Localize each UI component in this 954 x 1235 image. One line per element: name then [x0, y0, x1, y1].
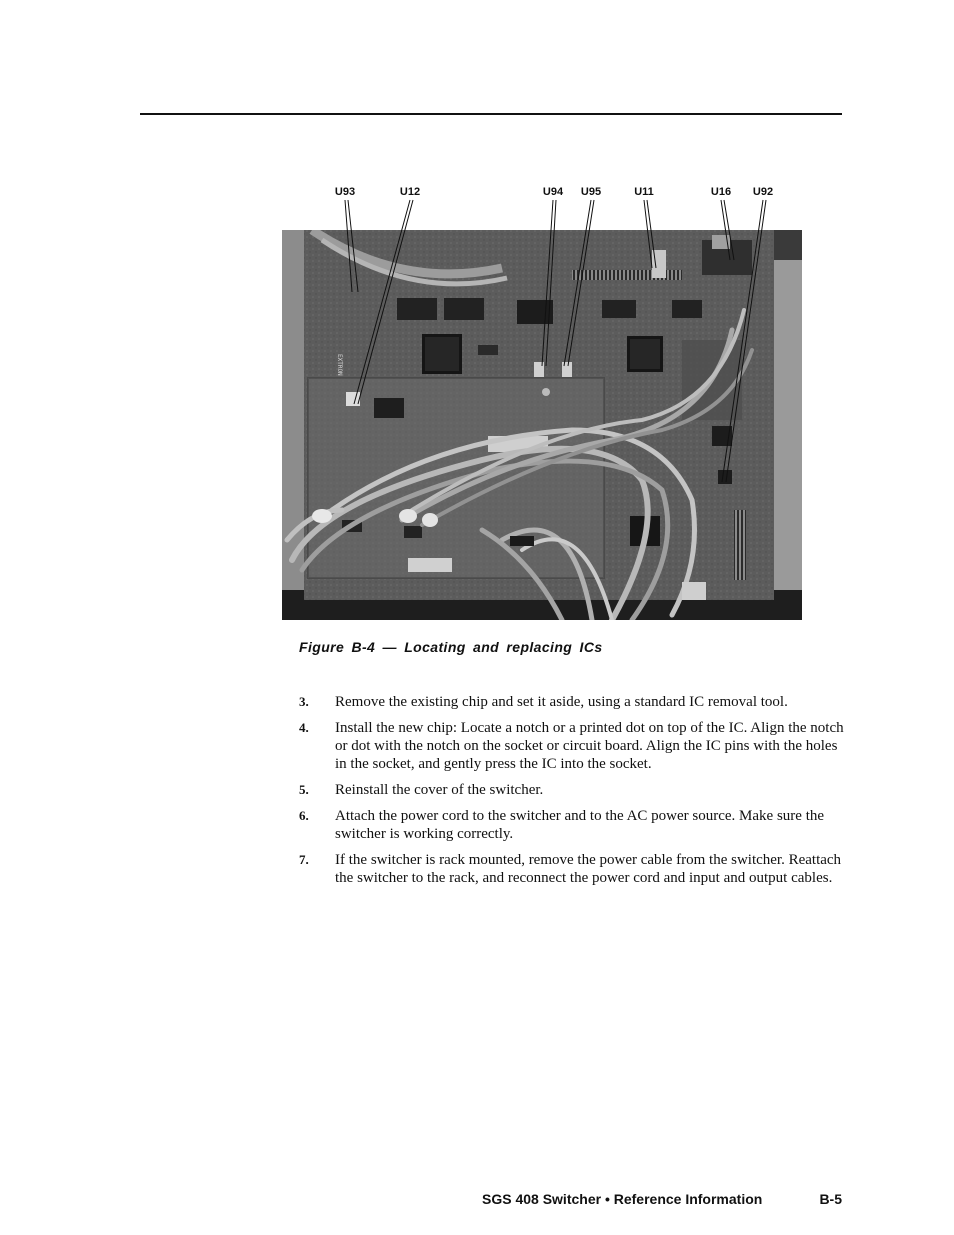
callout-u93: U93 — [334, 186, 356, 198]
footer-title: SGS 408 Switcher • Reference Information — [482, 1191, 763, 1207]
callout-u92: U92 — [752, 186, 774, 198]
step-number: 5. — [299, 782, 309, 797]
step-text: Remove the existing chip and set it aside, using a standard IC removal tool. — [335, 694, 788, 710]
page-number: B-5 — [819, 1191, 842, 1207]
step-number: 7. — [299, 852, 309, 867]
step-number: 3. — [299, 694, 309, 709]
step-text: Install the new chip: Locate a notch or a printed dot on top of the IC. Align the notch or dot with the notch on the socket or circuit board. Align the IC pins with the holes in the socket, and gently press the IC into the socket. — [335, 720, 844, 772]
callout-u12: U12 — [399, 186, 421, 198]
callout-u95: U95 — [580, 186, 602, 198]
step-text: Reinstall the cover of the switcher. — [335, 782, 544, 798]
step-6 — [299, 807, 847, 843]
callout-u16: U16 — [710, 186, 732, 198]
procedure-steps — [299, 693, 847, 895]
step-text: If the switcher is rack mounted, remove the power cable from the switcher. Reattach the switcher to the rack, and reconnect the power cord and input and output cables. — [335, 852, 842, 886]
step-number: 6. — [299, 808, 309, 823]
step-text: Attach the power cord to the switcher and to the AC power source. Make sure the switcher is working correctly. — [335, 808, 825, 842]
circuit-board-photo — [282, 230, 802, 620]
callout-u94: U94 — [542, 186, 564, 198]
callout-u11: U11 — [634, 186, 654, 198]
header-rule — [140, 113, 842, 115]
figure-caption: Figure B-4 — Locating and replacing ICs — [299, 639, 603, 655]
step-number: 4. — [299, 720, 309, 735]
step-4 — [299, 719, 847, 773]
figure-b4 — [282, 182, 802, 622]
step-7 — [299, 851, 847, 887]
step-5 — [299, 781, 847, 799]
step-3 — [299, 693, 847, 711]
